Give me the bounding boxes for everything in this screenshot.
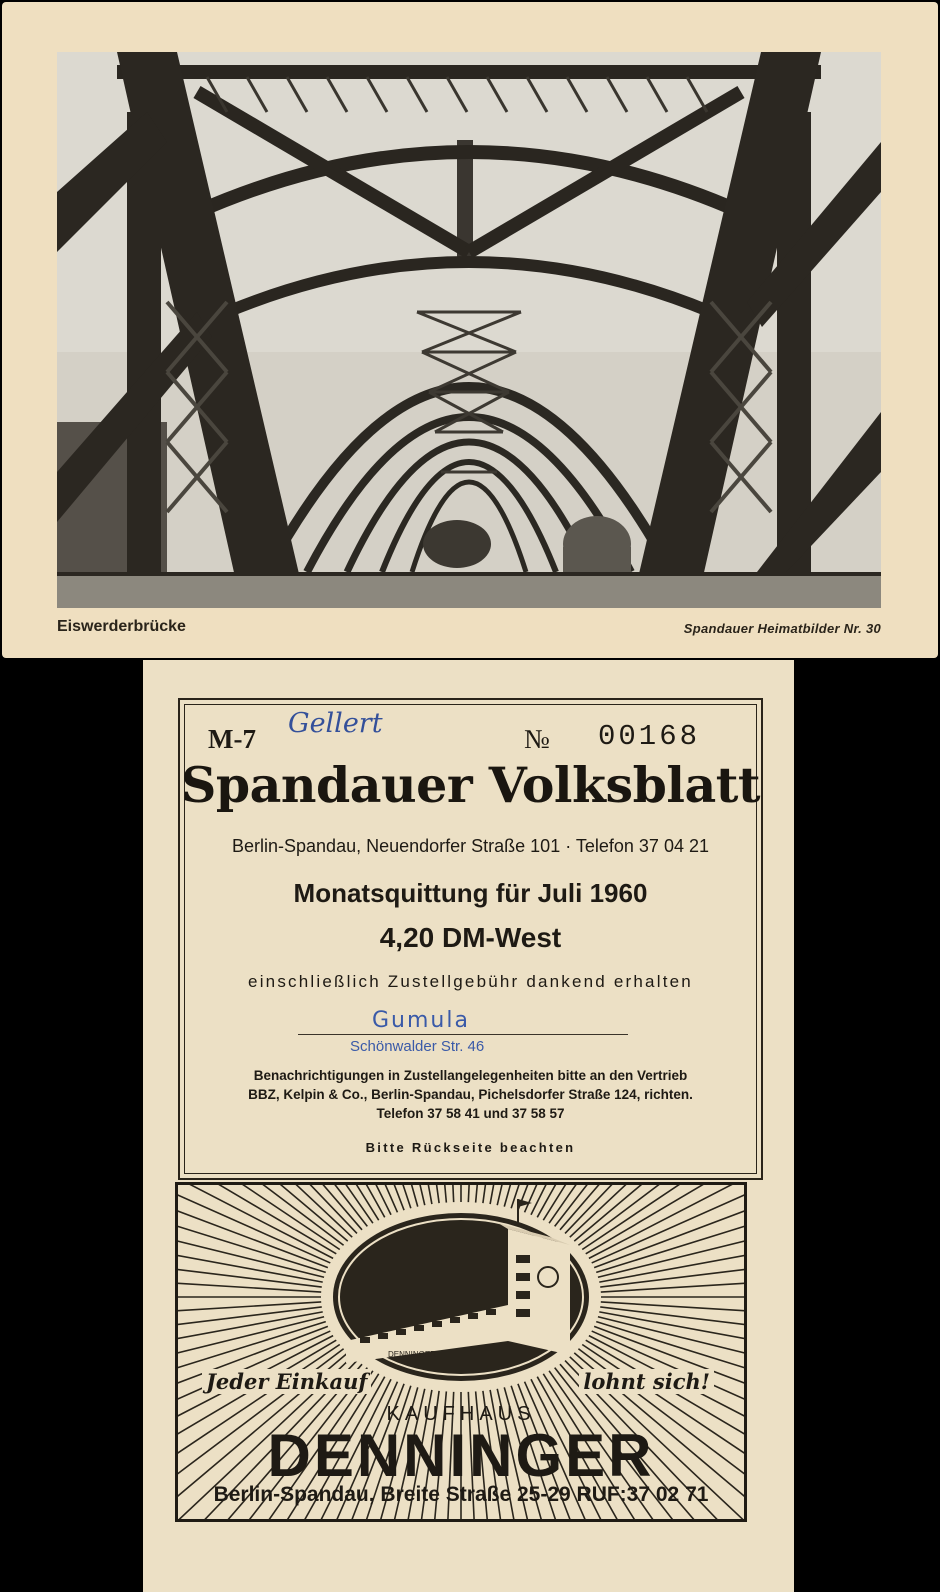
building-sign: DENNINGER bbox=[388, 1350, 437, 1359]
sun-ray bbox=[178, 1185, 340, 1250]
sun-ray bbox=[537, 1185, 689, 1217]
bridge-photo bbox=[57, 52, 881, 608]
sun-ray bbox=[178, 1185, 330, 1263]
postcard-front bbox=[2, 2, 938, 658]
store-address: Berlin-Spandau, Breite Straße 25-29 RUF:37 02 71 bbox=[213, 1483, 709, 1506]
sun-ray bbox=[549, 1185, 725, 1223]
sun-ray bbox=[543, 1185, 708, 1220]
photo-caption: Eiswerderbrücke bbox=[57, 618, 186, 635]
see-reverse-note: Bitte Rückseite beachten bbox=[365, 1140, 576, 1155]
customer-name: Gumula bbox=[372, 1008, 470, 1033]
customer-street: Schönwalder Str. 46 bbox=[350, 1038, 485, 1055]
slogan-left: Jeder Einkauf bbox=[202, 1369, 371, 1394]
receipt-card bbox=[143, 660, 794, 1592]
receipt-number: 00168 bbox=[598, 720, 701, 753]
notice-line: BBZ, Kelpin & Co., Berlin-Spandau, Pichelsdorfer Straße 124, richten. bbox=[248, 1087, 693, 1102]
sun-ray bbox=[395, 1185, 439, 1203]
sun-ray bbox=[214, 1185, 379, 1220]
receipt-title: Monatsquittung für Juli 1960 bbox=[293, 878, 648, 908]
slogan-right: lohnt sich! bbox=[579, 1369, 714, 1394]
kaufhaus-label: KAUFHAUS bbox=[386, 1403, 536, 1425]
sun-ray bbox=[582, 1185, 744, 1250]
bridge-illustration bbox=[57, 52, 881, 608]
received-note: einschließlich Zustellgebühr dankend erhalten bbox=[248, 972, 693, 991]
number-sign: № bbox=[524, 724, 550, 754]
receipt-amount: 4,20 DM-West bbox=[379, 922, 562, 953]
handwritten-name: Gellert bbox=[288, 708, 383, 739]
newspaper-masthead: Spandauer Volksblatt bbox=[181, 756, 760, 814]
sun-ray bbox=[592, 1185, 744, 1263]
series-code: M-7 bbox=[208, 724, 256, 754]
receipt-section bbox=[178, 698, 763, 1180]
delivery-notice bbox=[200, 1066, 741, 1123]
notice-line: Telefon 37 58 41 und 37 58 57 bbox=[376, 1106, 565, 1121]
signature-line bbox=[298, 1034, 628, 1035]
notice-line: Benachrichtigungen in Zustellangelegenheiten bitte an den Vertrieb bbox=[253, 1068, 688, 1083]
sun-ray bbox=[232, 1185, 384, 1217]
store-name: DENNINGER bbox=[267, 1422, 655, 1489]
series-caption: Spandauer Heimatbilder Nr. 30 bbox=[683, 621, 881, 636]
advertisement bbox=[175, 1182, 747, 1522]
sun-ray bbox=[197, 1185, 373, 1223]
publisher-address: Berlin-Spandau, Neuendorfer Straße 101 · Telefon 37 04 21 bbox=[232, 836, 709, 856]
